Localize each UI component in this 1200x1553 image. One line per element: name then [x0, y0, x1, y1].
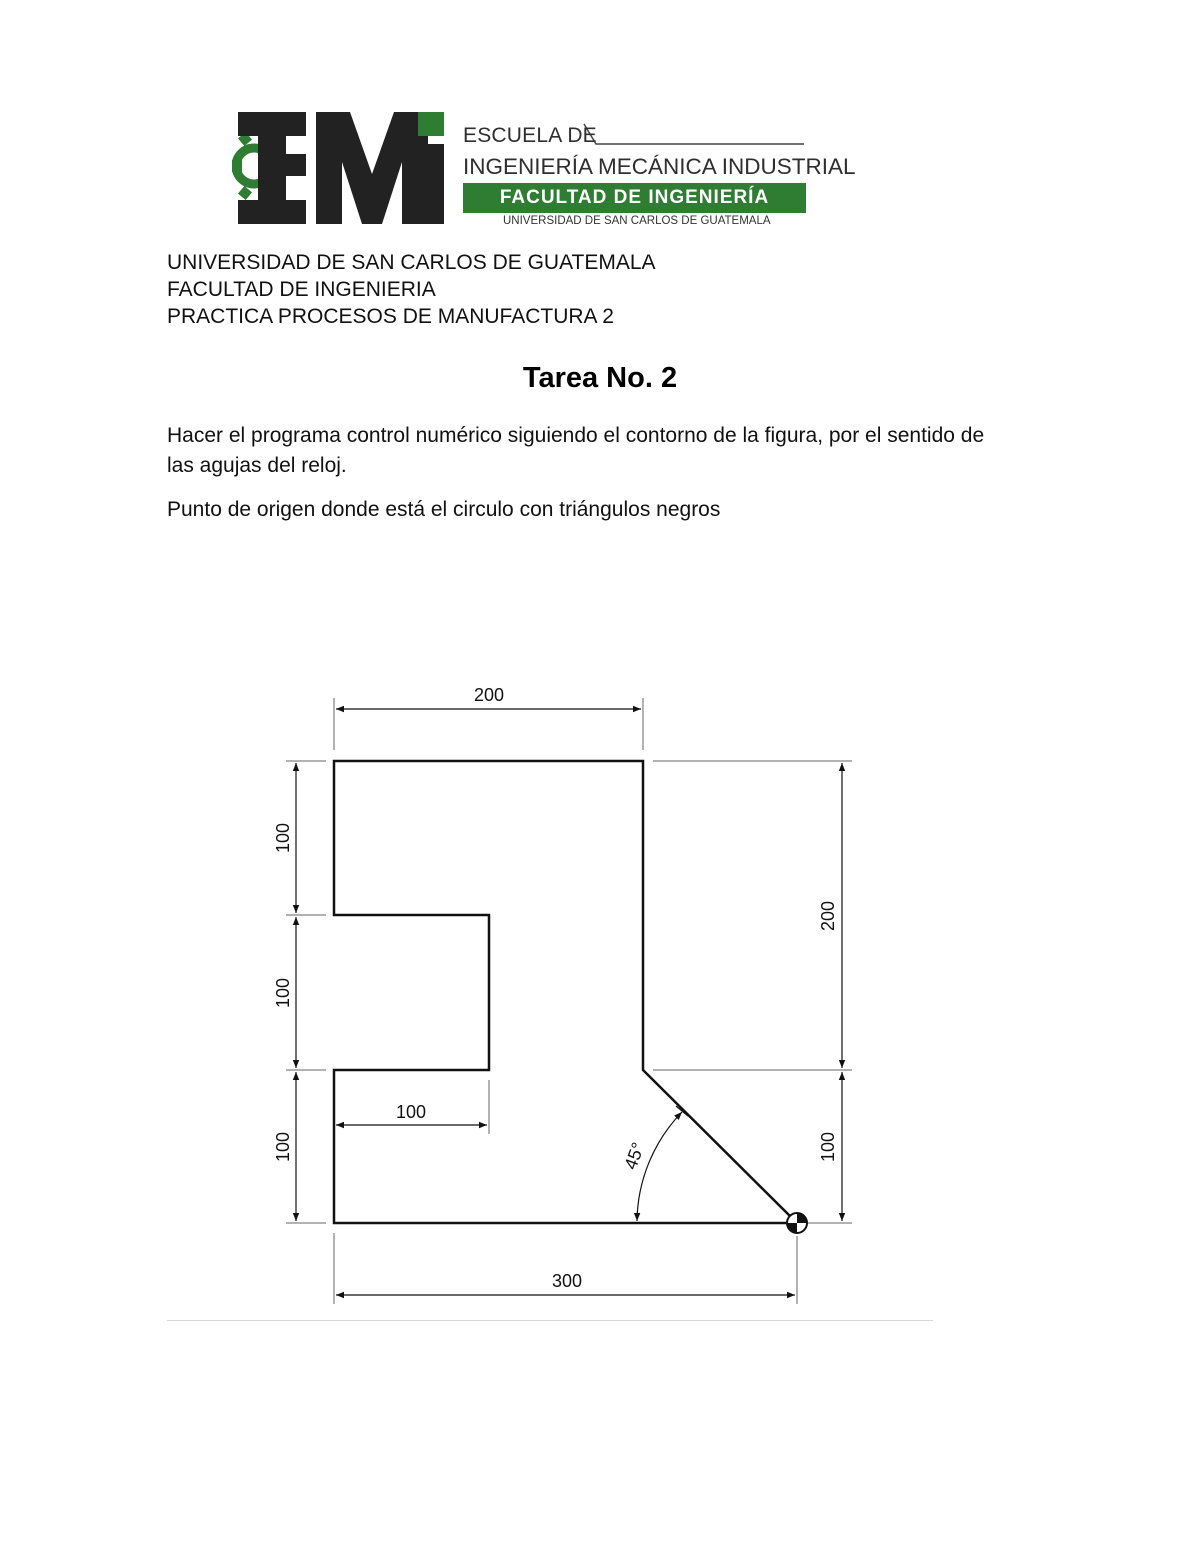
- dim-text-bottom: 300: [551, 1271, 583, 1291]
- header-university: UNIVERSIDAD DE SAN CARLOS DE GUATEMALA: [167, 251, 656, 274]
- header-faculty: FACULTAD DE INGENIERIA: [167, 278, 436, 301]
- dim-text-angle: 45°: [620, 1139, 649, 1173]
- logo-faculty-band: FACULTAD DE INGENIERÍA: [463, 183, 806, 213]
- page-title: Tarea No. 2: [522, 362, 678, 394]
- dim-text-left-upper: 100: [273, 822, 293, 854]
- dim-text-notch: 100: [395, 1102, 427, 1122]
- origin-icon: [787, 1213, 807, 1233]
- dim-text-right-upper: 200: [818, 900, 838, 932]
- dim-text-right-lower: 100: [818, 1131, 838, 1163]
- instruction-paragraph-2: Punto de origen donde está el circulo con triángulos negros: [167, 498, 721, 521]
- logo-school-name: INGENIERÍA MECÁNICA INDUSTRIAL: [463, 154, 856, 179]
- dim-arc-angle: [637, 1112, 682, 1221]
- dim-text-left-lower: 100: [273, 1131, 293, 1163]
- logo-school-line: ESCUELA DE: [463, 124, 597, 147]
- part-contour: [334, 761, 797, 1223]
- header-course: PRACTICA PROCESOS DE MANUFACTURA 2: [167, 305, 614, 328]
- instruction-paragraph-1: Hacer el programa control numérico siguiendo el contorno de la figura, por el sentido de las agujas del reloj.: [167, 424, 985, 477]
- dim-text-left-middle: 100: [273, 977, 293, 1009]
- page-rule: [167, 1320, 933, 1321]
- logo-university: UNIVERSIDAD DE SAN CARLOS DE GUATEMALA: [503, 215, 771, 227]
- dim-text-top: 200: [473, 685, 505, 705]
